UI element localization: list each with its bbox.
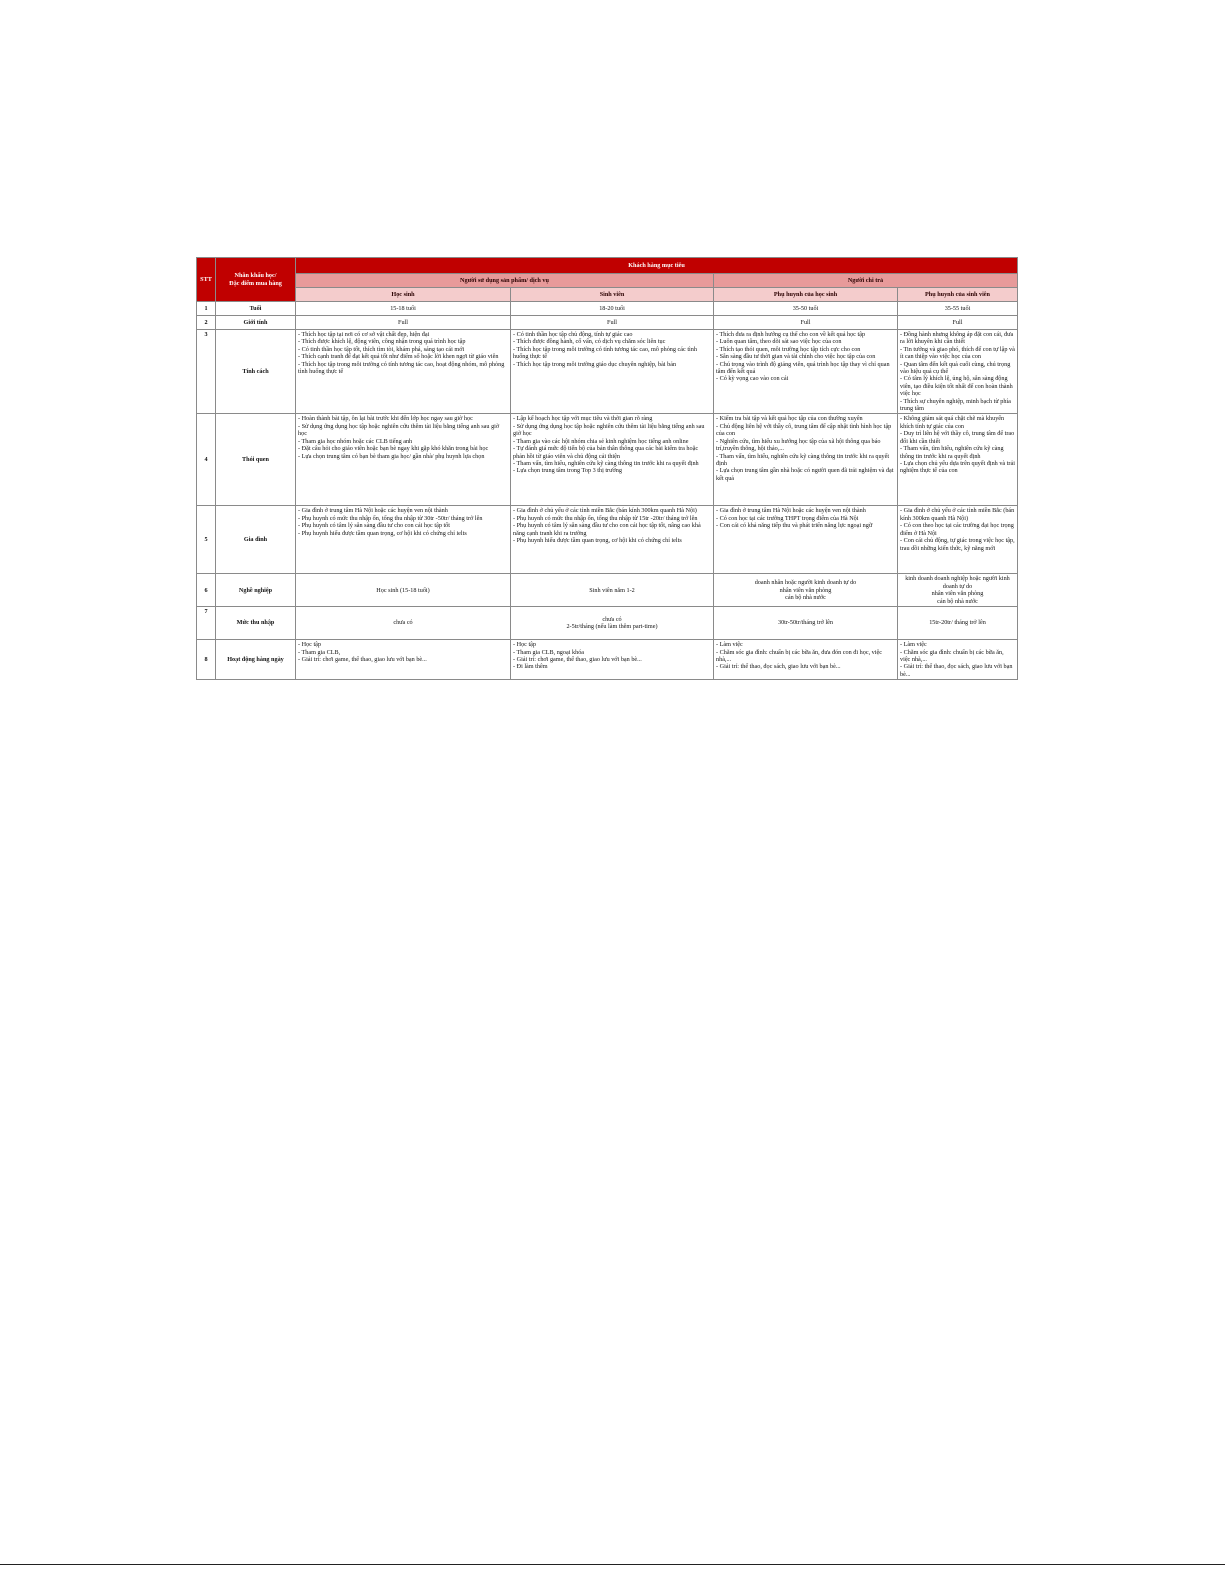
occupation-item: doanh nhân hoặc người kinh doanh tự do <box>754 579 857 587</box>
list-item: - Giải trí: chơi game, thể thao, giao lưu với bạn bè... <box>298 655 427 663</box>
income-item: chưa có <box>602 615 622 623</box>
payers-group-header: Người chi trả <box>714 274 1018 288</box>
table-row <box>197 506 1018 574</box>
row-attribute: Tính cách <box>216 330 296 414</box>
list-item: - Đi làm thêm <box>513 663 548 671</box>
cell-phu-huynh-sv: Full <box>898 316 1018 330</box>
list-item: - Có tinh thần học tập tốt, thích tìm tòi, khám phá, sáng tạo cái mới <box>298 345 465 353</box>
income-item: 2-5tr/tháng (nếu làm thêm part-time) <box>566 623 658 631</box>
list-item: - Thích học tập trong môi trường có tính tương tác cao, hoạt động nhóm, mô phỏng tình huống thực tế <box>298 360 505 376</box>
attribute-header-line1: Nhân khẩu học/ <box>234 272 277 280</box>
list-item: - Phụ huynh có mức thu nhập ổn, tổng thu nhập từ 15tr -20tr/ tháng trở lên <box>513 514 698 522</box>
row-number: 5 <box>197 506 216 574</box>
list-item: - Gia đình ở trung tâm Hà Nội hoặc các huyện ven nội thành <box>298 507 448 515</box>
cell-sinh-vien: Sinh viên năm 1-2 <box>511 574 714 607</box>
list-item: - Tham gia học nhóm hoặc các CLB tiếng anh <box>298 437 413 445</box>
list-item: - Tham gia CLB, ngoại khóa <box>513 648 585 656</box>
list-item: - Chú trọng vào trình độ giảng viên, quá trình học tập thay vì chỉ quan tâm đến kết quả <box>716 360 890 376</box>
cell-phu-huynh-hs <box>714 574 898 607</box>
list-item: - Kiểm tra bài tập và kết quả học tập của con thường xuyên <box>716 415 863 423</box>
customer-persona-table <box>196 257 1018 680</box>
list-item: - Chăm sóc gia đình: chuẩn bị các bữa ăn, đưa đón con đi học, việc nhà,... <box>716 648 882 663</box>
list-item: - Duy trì liên hệ với thầy cô, trung tâm để trao đổi khi cần thiết <box>900 430 1015 445</box>
list-item: - Thích cạnh tranh để đạt kết quả tốt như điểm số hoặc lời khen ngợi từ giáo viên <box>298 353 499 361</box>
page-bottom-divider <box>0 1564 1225 1565</box>
cell-phu-huynh-sv <box>898 506 1018 574</box>
cell-sinh-vien: 18-20 tuổi <box>511 302 714 316</box>
cell-phu-huynh-hs: 30tr-50tr/tháng trở lên <box>714 607 898 640</box>
list-item: - Tham gia vào các hội nhóm chia sẻ kinh nghiệm học tiếng anh online <box>513 437 689 445</box>
list-item: - Giải trí: thể thao, đọc sách, giao lưu với bạn bè... <box>716 663 841 671</box>
list-item: - Gia đình ở trung tâm Hà Nội hoặc các huyện ven nội thành <box>716 507 866 515</box>
list-item: - Phụ huynh có tâm lý sẵn sàng đầu tư cho con cái học tập tốt, nâng cao khả năng cạnh tranh khi ra trường <box>513 522 701 537</box>
list-item: - Hoàn thành bài tập, ôn lại bài trước khi đến lớp học ngay sau giờ học <box>298 415 473 423</box>
list-item: - Thích học tập trong môi trường có tính tương tác cao, mô phỏng các tình huống thực tế <box>513 345 697 361</box>
list-item: - Phụ huynh có tâm lý sẵn sàng đầu tư cho con cái học tập tốt <box>298 522 450 530</box>
list-item: - Lựa chọn chủ yếu dựa trên quyết định và trải nghiệm thực tế của con <box>900 459 1015 475</box>
cell-hoc-sinh: Học sinh (15-18 tuổi) <box>296 574 511 607</box>
row-number: 6 <box>197 574 216 607</box>
list-item: - Thích học tập trong môi trường giáo dục chuyên nghiệp, bài bản <box>513 360 677 368</box>
list-item: - Quan tâm đến kết quả cuối cùng, chú trọng vào hiệu quả cụ thể <box>900 360 1011 376</box>
list-item: - Tham vấn, tìm hiểu, nghiên cứu kỹ càng thông tin trước khi ra quyết định <box>900 445 1004 460</box>
users-group-header: Người sử dụng sản phẩm/ dịch vụ <box>296 274 714 288</box>
list-item: - Đặt câu hỏi cho giáo viên hoặc bạn bè ngay khi gặp khó khăn trong bài học <box>298 445 489 453</box>
list-item: - Nghiên cứu, tìm hiểu xu hướng học tập của xã hội thông qua báo trí,truyền thông, hội thảo,... <box>716 437 881 453</box>
occupation-item: cán bộ nhà nước <box>937 597 978 605</box>
cell-hoc-sinh <box>296 330 511 414</box>
list-item: - Luôn quan tâm, theo dõi sát sao việc học của con <box>716 338 842 346</box>
cell-sinh-vien: Full <box>511 316 714 330</box>
list-item: - Sẵn sàng đầu tư thời gian và tài chính cho việc học tập của con <box>716 353 876 361</box>
table-row <box>197 607 1018 640</box>
cell-sinh-vien <box>511 414 714 506</box>
cell-phu-huynh-hs <box>714 330 898 414</box>
list-item: - Chăm sóc gia đình: chuẩn bị các bữa ăn, việc nhà,... <box>900 648 1004 663</box>
cell-hoc-sinh: 15-18 tuổi <box>296 302 511 316</box>
cell-hoc-sinh: Full <box>296 316 511 330</box>
cell-sinh-vien <box>511 640 714 680</box>
list-item: - Tham vấn, tìm hiểu, nghiên cứu kỹ càng thông tin trước khi ra quyết định <box>513 459 699 467</box>
row-number: 3 <box>197 330 216 414</box>
col-header-phu-huynh-hs: Phụ huynh của học sinh <box>714 288 898 302</box>
cell-phu-huynh-sv: 15tr-20tr/ tháng trở lên <box>898 607 1018 640</box>
cell-hoc-sinh: chưa có <box>296 607 511 640</box>
cell-phu-huynh-sv <box>898 640 1018 680</box>
list-item: - Có tinh thần học tập chủ động, tính tự giác cao <box>513 331 633 338</box>
col-header-phu-huynh-sv: Phụ huynh của sinh viên <box>898 288 1018 302</box>
table-row <box>197 302 1018 316</box>
list-item: - Có con theo học tại các trường đại học trọng điểm ở Hà Nội <box>900 522 1014 537</box>
list-item: - Làm việc <box>716 641 743 649</box>
row-attribute: Giới tính <box>216 316 296 330</box>
list-item: - Gia đình ở chủ yếu ở các tỉnh miền Bắc (bán kính 300km quanh Hà Nội) <box>513 507 697 515</box>
row-number: 4 <box>197 414 216 506</box>
attribute-header <box>216 258 296 302</box>
cell-phu-huynh-hs: 35-50 tuổi <box>714 302 898 316</box>
list-item: - Không giám sát quá chặt chẽ mà khuyến khích tính tự giác của con <box>900 415 1005 430</box>
row-number: 8 <box>197 640 216 680</box>
list-item: - Phụ huynh có mức thu nhập ổn, tổng thu nhập từ 30tr -50tr/ tháng trở lên <box>298 514 483 522</box>
list-item: - Đồng hành nhưng không áp đặt con cái, đưa ra lời khuyên khi cần thiết <box>900 331 1014 346</box>
occupation-item: nhân viên văn phòng <box>779 586 832 594</box>
col-header-hoc-sinh: Học sinh <box>296 288 511 302</box>
cell-hoc-sinh <box>296 506 511 574</box>
row-attribute: Gia đình <box>216 506 296 574</box>
cell-phu-huynh-sv <box>898 330 1018 414</box>
list-item: - Tự đánh giá mức độ tiến bộ của bản thân thông qua các bài kiểm tra hoặc phản hồi từ giáo viên và chủ động cải thiện <box>513 445 699 460</box>
list-item: - Lập kế hoạch học tập với mục tiêu và thời gian rõ ràng <box>513 415 653 423</box>
list-item: - Phụ huynh hiểu được tầm quan trọng, cơ hội khi có chứng chỉ ielts <box>298 529 467 537</box>
cell-sinh-vien <box>511 607 714 640</box>
table-row <box>197 330 1018 414</box>
list-item: - Thích tạo thói quen, môi trường học tập tích cực cho con <box>716 345 861 353</box>
list-item: - Giải trí: thể thao, đọc sách, giao lưu với bạn bè... <box>900 663 1013 678</box>
cell-phu-huynh-hs <box>714 640 898 680</box>
row-attribute: Nghề nghiệp <box>216 574 296 607</box>
row-attribute: Thói quen <box>216 414 296 506</box>
list-item: - Thích được đồng hành, cố vấn, có dịch vụ chăm sóc liên tục <box>513 338 666 346</box>
table-row <box>197 574 1018 607</box>
list-item: - Học tập <box>298 641 322 649</box>
row-number: 1 <box>197 302 216 316</box>
cell-sinh-vien <box>511 330 714 414</box>
list-item: - Phụ huynh hiểu được tầm quan trọng, cơ hội khi có chứng chỉ ielts <box>513 537 682 545</box>
target-customer-header: Khách hàng mục tiêu <box>296 258 1018 274</box>
list-item: - Có kỳ vọng cao vào con cái <box>716 375 789 383</box>
list-item: - Có con học tại các trường THPT trọng điểm của Hà Nội <box>716 514 859 522</box>
list-item: - Sử dụng ứng dụng học tập hoặc nghiên cứu thêm tài liệu bằng tiếng anh sau giờ học <box>298 422 500 438</box>
list-item: - Tham gia CLB, <box>298 648 341 656</box>
table-row <box>197 316 1018 330</box>
list-item: - Con cái có khả năng tiếp thu và phát triển năng lực ngoại ngữ <box>716 522 873 530</box>
table-row <box>197 414 1018 506</box>
cell-phu-huynh-hs: Full <box>714 316 898 330</box>
list-item: - Tham vấn, tìm hiểu, nghiên cứu kỹ càng thông tin trước khi ra quyết định <box>716 452 890 467</box>
cell-sinh-vien <box>511 506 714 574</box>
row-attribute: Tuổi <box>216 302 296 316</box>
list-item: - Thích được khích lệ, động viên, công nhận trong quá trình học tập <box>298 338 466 346</box>
occupation-item: kinh doanh doanh nghiệp hoặc người kinh doanh tự do <box>905 575 1010 590</box>
list-item: - Làm việc <box>900 641 927 649</box>
cell-phu-huynh-sv <box>898 414 1018 506</box>
list-item: - Gia đình ở chủ yếu ở các tỉnh miền Bắc (bán kính 300km quanh Hà Nội) <box>900 507 1015 522</box>
list-item: - Tin tưởng và giao phó, thích để con tự lập và ít can thiệp vào việc học của con <box>900 345 1015 361</box>
list-item: - Giải trí: chơi game, thể thao, giao lưu với bạn bè... <box>513 655 642 663</box>
list-item: - Chủ động liên hệ với thầy cô, trung tâm để cập nhật tình hình học tập của con <box>716 422 892 438</box>
list-item: - Thích đưa ra định hướng cụ thể cho con về kết quả học tập <box>716 331 866 338</box>
cell-phu-huynh-hs <box>714 414 898 506</box>
occupation-item: cán bộ nhà nước <box>785 593 826 601</box>
cell-hoc-sinh <box>296 640 511 680</box>
cell-hoc-sinh <box>296 414 511 506</box>
list-item: - Học tập <box>513 641 537 649</box>
cell-phu-huynh-hs <box>714 506 898 574</box>
occupation-item: nhân viên văn phòng <box>931 590 984 598</box>
row-number: 2 <box>197 316 216 330</box>
attribute-header-line2: Đặc điểm mua hàng <box>229 279 282 287</box>
list-item: - Có tâm lý khích lệ, ủng hộ, sẵn sàng động viên, tạo điều kiện tốt nhất để con hoàn thành việc học <box>900 375 1013 398</box>
cell-phu-huynh-sv: 35-55 tuổi <box>898 302 1018 316</box>
list-item: - Thích học tập tại nơi có cơ sở vật chất đẹp, hiện đại <box>298 331 430 338</box>
col-header-sinh-vien: Sinh viên <box>511 288 714 302</box>
row-number: 7 <box>197 607 216 640</box>
row-attribute: Mức thu nhập <box>216 607 296 640</box>
list-item: - Lựa chọn trung tâm có bạn bè tham gia học/ gần nhà/ phụ huynh lựa chọn <box>298 452 485 460</box>
stt-header: STT <box>197 258 216 302</box>
cell-phu-huynh-sv <box>898 574 1018 607</box>
list-item: - Con cái chủ động, tự giác trong việc học tập, trau dồi những kiến thức, kỹ năng mới <box>900 537 1015 552</box>
list-item: - Sử dụng ứng dụng học tập hoặc nghiên cứu thêm tài liệu bằng tiếng anh sau giờ học <box>513 422 705 438</box>
list-item: - Thích sự chuyên nghiệp, minh bạch từ phía trung tâm <box>900 397 1011 413</box>
table-row <box>197 640 1018 680</box>
row-attribute: Hoạt động hàng ngày <box>216 640 296 680</box>
list-item: - Lựa chọn trung tâm trong Top 3 thị trường <box>513 467 622 475</box>
list-item: - Lựa chọn trung tâm gần nhà hoặc có người quen đã trải nghiệm và đạt kết quả <box>716 467 894 482</box>
